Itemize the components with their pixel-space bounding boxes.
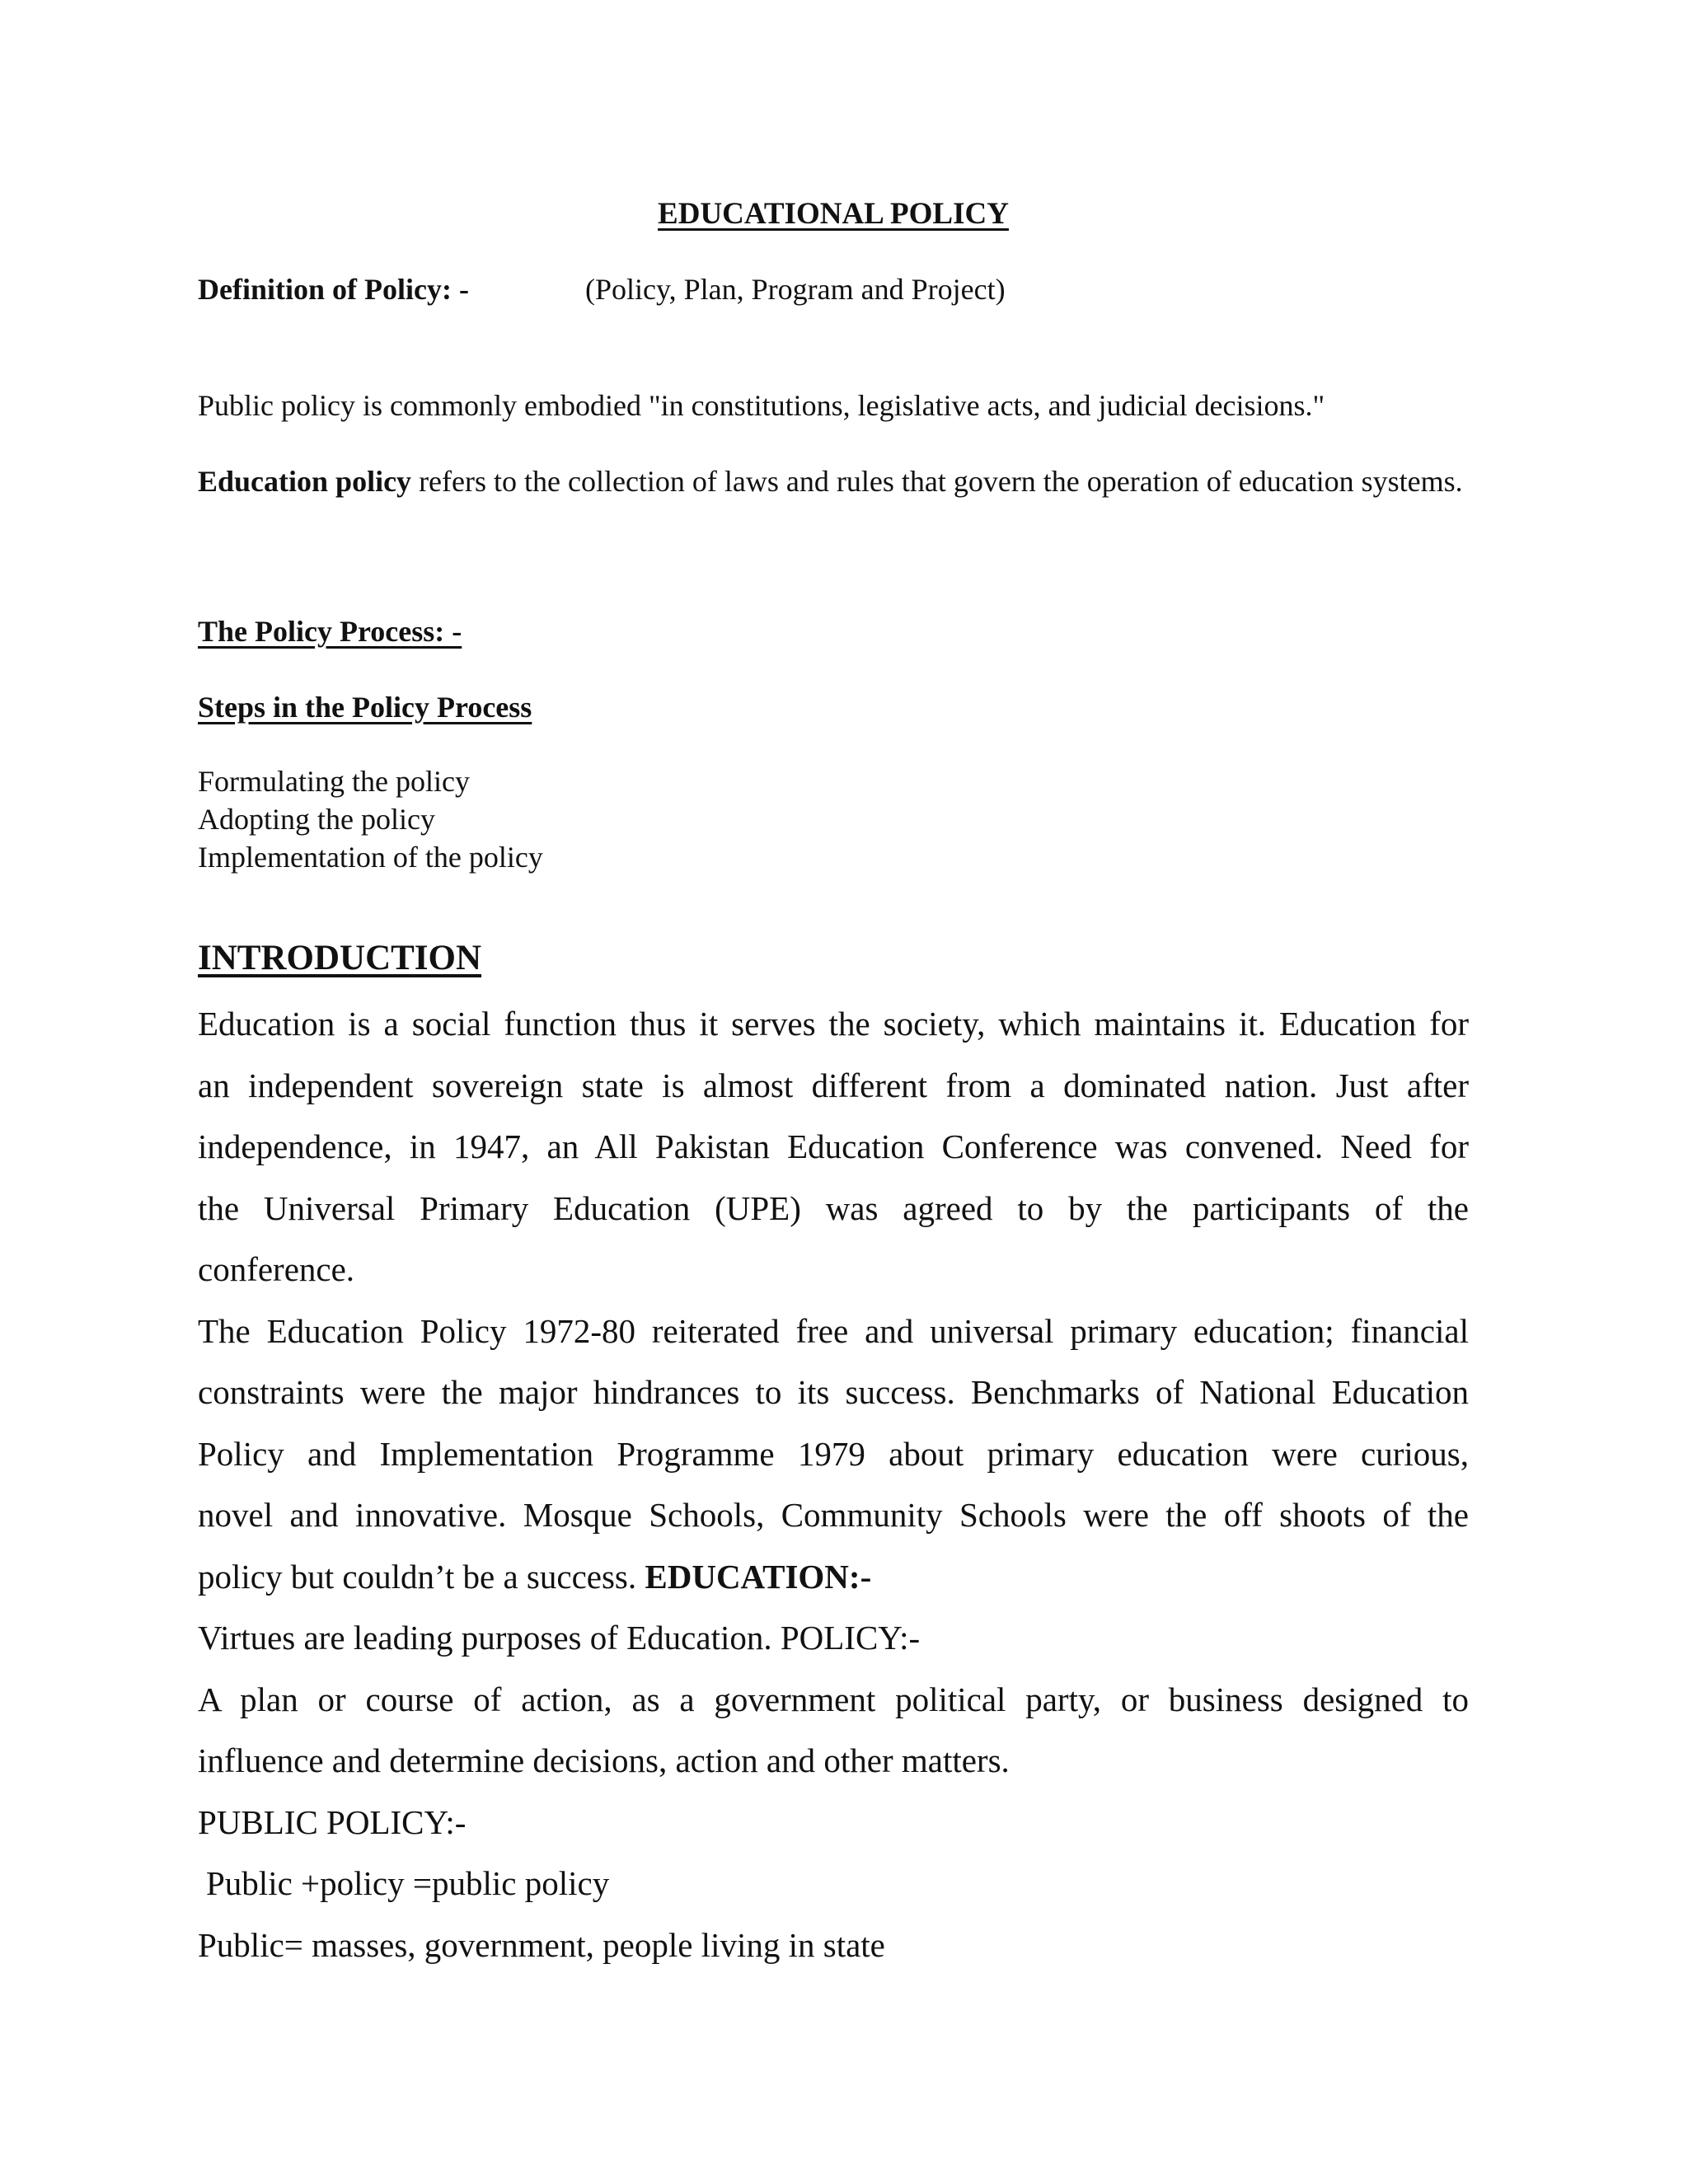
intro-line: Virtues are leading purposes of Education. POLICY:-	[198, 1619, 921, 1657]
intro-line: constraints were the major hindrances to its success. Benchmarks of National Education	[198, 1373, 1469, 1411]
intro-line: Public +policy =public policy	[206, 1864, 610, 1902]
intro-line: The Education Policy 1972-80 reiterated free and universal primary education; financial	[198, 1311, 1469, 1350]
introduction-body	[198, 993, 1469, 1975]
list-item: Implementation of the policy	[198, 841, 543, 874]
list-item: Formulating the policy	[198, 765, 470, 798]
education-policy-paragraph	[198, 462, 1469, 501]
education-subheading: EDUCATION:-	[645, 1557, 872, 1596]
intro-line: A plan or course of action, as a government political party, or business designed to	[198, 1680, 1469, 1718]
intro-line: influence and determine decisions, action and other matters.	[198, 1741, 1010, 1779]
steps-list	[198, 762, 543, 876]
steps-heading: Steps in the Policy Process	[198, 691, 532, 724]
policy-process-heading: The Policy Process: -	[198, 615, 462, 648]
intro-line: Policy and Implementation Programme 1979 about primary education were curious,	[198, 1434, 1469, 1473]
public-policy-subheading: PUBLIC POLICY:-	[198, 1802, 467, 1841]
intro-line: novel and innovative. Mosque Schools, Community Schools were the off shoots of the	[198, 1496, 1469, 1534]
education-policy-definition: refers to the collection of laws and rules that govern the operation of education systems.	[411, 465, 1463, 498]
intro-line	[198, 1546, 1469, 1608]
intro-line: conference.	[198, 1250, 355, 1288]
education-policy-term: Education policy	[198, 465, 412, 498]
intro-line: the Universal Primary Education (UPE) was agreed to by the participants of the	[198, 1188, 1469, 1227]
public-policy-sentence: Public policy is commonly embodied "in constitutions, legislative acts, and judicial decisions."	[198, 389, 1325, 422]
intro-line: Public= masses, government, people living in state	[198, 1925, 885, 1964]
list-item: Adopting the policy	[198, 803, 435, 836]
intro-line: independence, in 1947, an All Pakistan Education Conference was convened. Need for	[198, 1127, 1469, 1165]
document-title: EDUCATIONAL POLICY	[658, 197, 1009, 231]
introduction-heading: INTRODUCTION	[198, 939, 482, 977]
intro-line-text: policy but couldn’t be a success.	[198, 1557, 645, 1596]
definition-note: (Policy, Plan, Program and Project)	[585, 273, 1006, 306]
definition-label: Definition of Policy: -	[198, 273, 469, 306]
intro-line: an independent sovereign state is almost different from a dominated nation. Just after	[198, 1066, 1469, 1104]
intro-line: Education is a social function thus it serves the society, which maintains it. Education for	[198, 1005, 1469, 1043]
